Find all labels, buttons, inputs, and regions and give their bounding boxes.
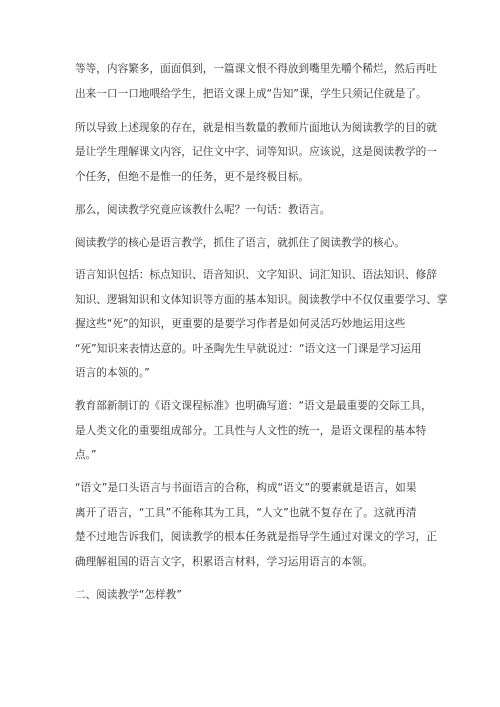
text-line: 出来一口一口地喂给学生，把语文课上成“告知”课，学生只须记住就是了。: [75, 88, 427, 100]
text-line: 楚不过地告诉我们，阅读教学的根本任务就是指导学生通过对课文的学习，正: [75, 531, 437, 543]
text-line: 语言的本领的。”: [75, 367, 150, 379]
text-line: 是让学生理解课文内容，记住文中字、词等知识。应该说，这是阅读教学的一: [75, 146, 437, 158]
text-line: 确理解祖国的语言文字，积累语言材料，学习运用语言的本领。: [75, 556, 374, 568]
section-heading: 二、阅读教学“怎样教”: [75, 589, 182, 601]
text-line: 个任务，但绝不是惟一的任务，更不是终极目标。: [75, 171, 310, 183]
text-line: 所以导致上述现象的存在，就是相当数量的教师片面地认为阅读教学的目的就: [75, 122, 437, 134]
text-line: 是人类文化的重要组成部分。工具性与人文性的统一，是语文课程的基本特: [75, 425, 427, 437]
text-line: 握这些“死”的知识，更重要的是要学习作者是如何灵活巧妙地运用这些: [75, 318, 406, 330]
text-line: 阅读教学的核心是语言教学，抓住了语言，就抓住了阅读教学的核心。: [75, 237, 405, 249]
text-line: 等等，内容繁多，面面俱到，一篇课文恨不得放到嘴里先嚼个稀烂，然后再吐: [75, 63, 437, 75]
text-line: 知识、逻辑知识和文体知识等方面的基本知识。阅读教学中不仅仅重要学习、掌: [75, 294, 448, 306]
text-line: 教育部新制订的《语文课程标准》也明确写道：“语文是最重要的交际工具，: [75, 400, 432, 412]
text-line: 离开了语言，“工具”不能称其为工具，“人文”也就不复存在了。这就再清: [75, 507, 417, 519]
text-line: 语言知识包括：标点知识、语音知识、文字知识、词汇知识、语法知识、修辞: [75, 269, 437, 281]
text-line: 点。”: [75, 449, 97, 461]
text-line: “死”知识来表情达意的。叶圣陶先生早就说过：“语文这一门课是学习运用: [75, 343, 422, 355]
text-line: “语文”是口头语言与书面语言的合称，构成“语文”的要素就是语言，如果: [75, 482, 417, 494]
text-line: 那么，阅读教学究竟应该教什么呢？一句话：教语言。: [75, 204, 331, 216]
